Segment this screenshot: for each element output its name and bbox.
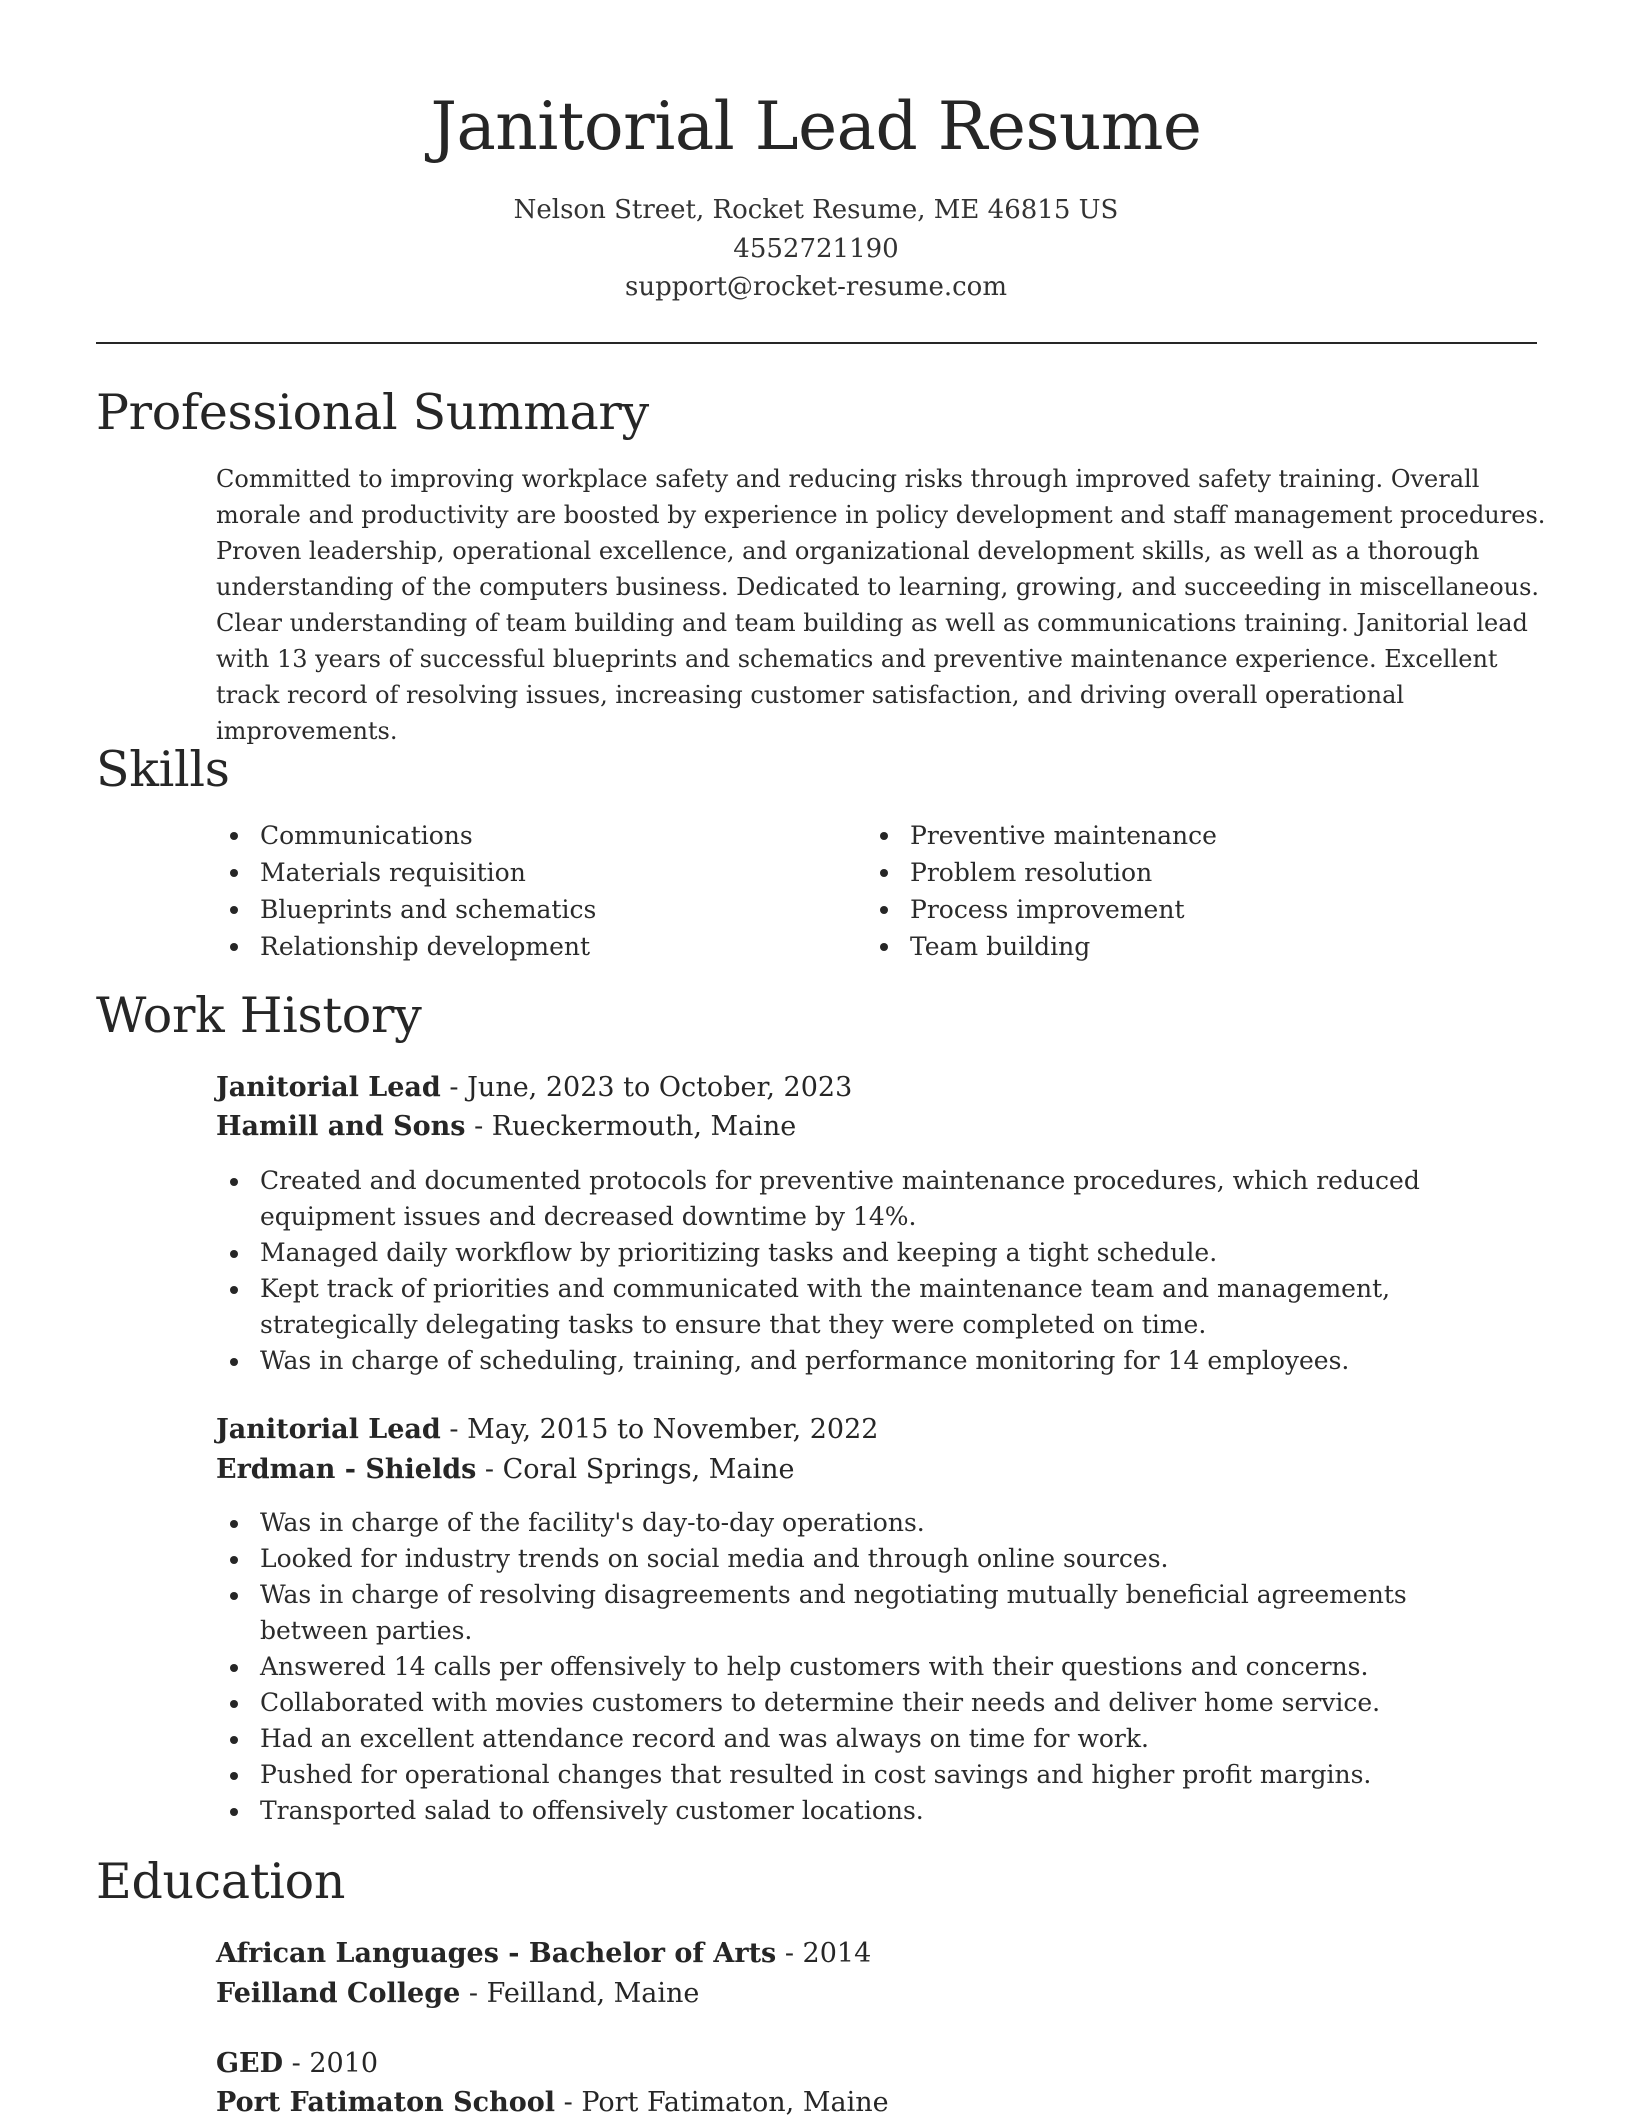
job-company: Hamill and Sons [216,1111,466,1142]
header-divider [96,342,1537,344]
education-field: African Languages - Bachelor of Arts [216,1938,777,1969]
job-2-title-line [216,1410,878,1450]
skill-item: Materials requisition [260,854,840,891]
job-bullet: Kept track of priorities and communicated with the maintenance team and management, strategically delegating tasks to ensure that they were completed on time. [260,1271,1510,1343]
skill-item: Problem resolution [910,854,1510,891]
skill-item: Relationship development [260,928,840,965]
job-title: Janitorial Lead [216,1414,441,1445]
education-location: - Port Fatimaton, Maine [555,2087,889,2118]
job-location: - Rueckermouth, Maine [465,1111,797,1142]
job-dates: - May, 2015 to November, 2022 [440,1414,879,1445]
skills-heading: Skills [96,741,230,798]
job-2-company-line [216,1450,794,1490]
job-1-bullets [260,1163,1510,1379]
skill-item: Communications [260,817,840,854]
contact-address: Nelson Street, Rocket Resume, ME 46815 US [513,195,1119,225]
skills-list-right [910,817,1510,965]
job-bullet: Was in charge of scheduling, training, and performance monitoring for 14 employees. [260,1343,1510,1379]
job-1-title-line [216,1068,852,1108]
skills-list-left [260,817,840,965]
skill-item: Team building [910,928,1510,965]
education-year: - 2010 [283,2048,379,2079]
skill-item: Blueprints and schematics [260,891,840,928]
job-1-company-line [216,1107,796,1147]
job-dates: - June, 2023 to October, 2023 [440,1072,853,1103]
job-bullet: Was in charge of the facility's day-to-day operations. [260,1505,1510,1541]
job-bullet: Answered 14 calls per offensively to help customers with their questions and concerns. [260,1649,1510,1685]
education-location: - Feilland, Maine [460,1978,700,2009]
summary-heading: Professional Summary [96,384,649,441]
education-year: - 2014 [776,1938,872,1969]
job-title: Janitorial Lead [216,1072,441,1103]
education-heading: Education [96,1853,346,1910]
job-bullet: Collaborated with movies customers to determine their needs and deliver home service. [260,1685,1510,1721]
job-company: Erdman - Shields [216,1454,477,1485]
job-2-bullets [260,1505,1510,1829]
resume-title: Janitorial Lead Resume [430,88,1202,165]
contact-phone: 4552721190 [733,234,899,264]
skill-item: Process improvement [910,891,1510,928]
summary-text: Committed to improving workplace safety and reducing risks through improved safety training. Overall morale and productivity are boosted by experience in policy development and staff management procedures. Proven leadership, operational excellence, and organizational development skills, as well as a thorough understanding of the computers business. Dedicated to learning, growing, and succeeding in miscellaneous. Clear understanding of team building and team building as well as communications training. Janitorial lead with 13 years of successful blueprints and schematics and preventive maintenance experience. Excellent track record of resolving issues, increasing customer satisfaction, and driving overall operational improvements. [216,465,1546,745]
work-history-heading: Work History [96,987,422,1044]
education-1-school-line [216,1974,699,2014]
job-bullet: Transported salad to offensively customer locations. [260,1793,1510,1829]
education-field: GED [216,2048,284,2079]
skill-item: Preventive maintenance [910,817,1510,854]
job-location: - Coral Springs, Maine [476,1454,795,1485]
education-school: Feilland College [216,1978,461,2009]
education-school: Port Fatimaton School [216,2087,556,2118]
job-bullet: Looked for industry trends on social media and through online sources. [260,1541,1510,1577]
job-bullet: Was in charge of resolving disagreements and negotiating mutually beneficial agreements between parties. [260,1577,1510,1649]
education-2-school-line [216,2083,889,2123]
job-bullet: Pushed for operational changes that resulted in cost savings and higher profit margins. [260,1757,1510,1793]
education-1-degree-line [216,1934,871,1974]
education-2-degree-line [216,2044,378,2084]
job-bullet: Managed daily workflow by prioritizing tasks and keeping a tight schedule. [260,1235,1510,1271]
job-bullet: Had an excellent attendance record and was always on time for work. [260,1721,1510,1757]
job-bullet: Created and documented protocols for preventive maintenance procedures, which reduced equipment issues and decreased downtime by 14%. [260,1163,1510,1235]
contact-email: support@rocket-resume.com [624,272,1007,302]
